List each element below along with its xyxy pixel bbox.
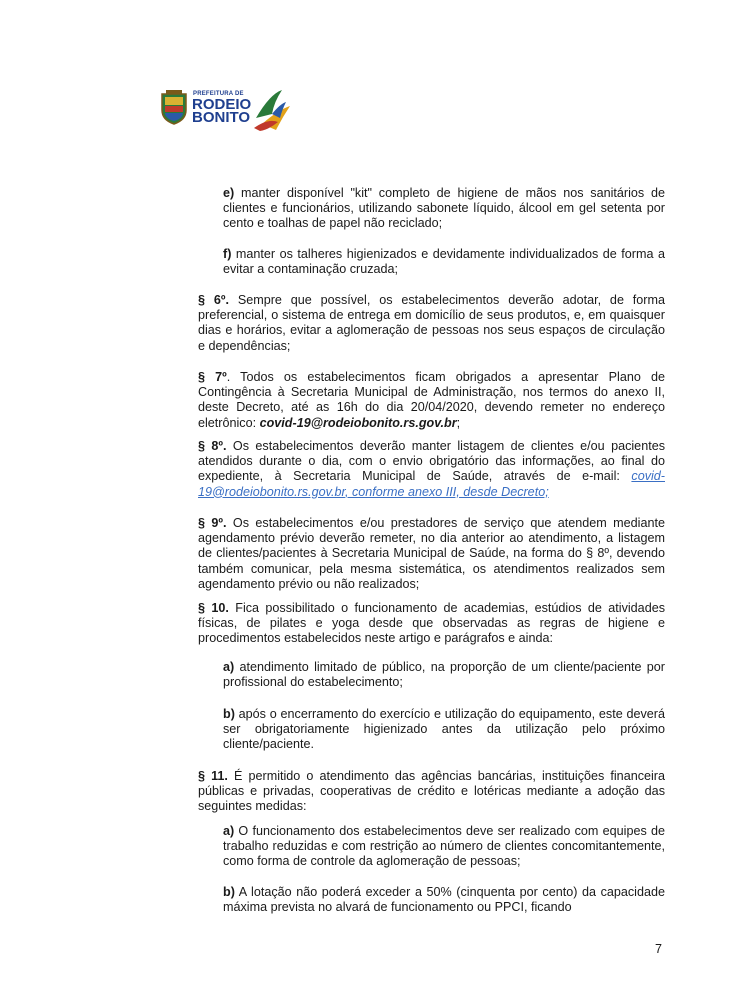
paragraph-s9: § 9º. Os estabelecimentos e/ou prestadores de serviço que atendem mediante agendamento prévio deverão remeter, no dia anterior ao atendimento, a listagem de clientes/pacientes à Secretaria Municipal de Saúde, na forma do § 8º, devendo também comunicar, pela mesma sistemática, os atendimentos realizados sem agendamento prévio ou não realizados; bbox=[198, 516, 665, 591]
logo-line-1: RODEIO bbox=[192, 96, 252, 113]
paragraph-s10: § 10. Fica possibilitado o funcionamento de academias, estúdios de atividades físicas, de pilates e yoga desde que observadas as regras de higiene e procedimentos estabelecidos neste artigo e parágrafos e ainda: bbox=[198, 601, 665, 646]
contingency-email: covid-19@rodeiobonito.rs.gov.br bbox=[259, 415, 457, 430]
paragraph-s11-a: a) O funcionamento dos estabelecimentos deve ser realizado com equipes de trabalho reduzidas e com restrição ao número de clientes concomitantemente, como forma de controle da aglomeração de pessoas; bbox=[223, 824, 665, 869]
paragraph-s10-a: a) atendimento limitado de público, na proporção de um cliente/paciente por profissional do estabelecimento; bbox=[223, 660, 665, 690]
paragraph-s11-b: b) A lotação não poderá exceder a 50% (cinquenta por cento) da capacidade máxima prevista no alvará de funcionamento ou PPCI, ficando bbox=[223, 885, 665, 915]
paragraph-s10-b: b) após o encerramento do exercício e utilização do equipamento, este deverá ser obrigatoriamente higienizado antes da utilização pelo próximo cliente/paciente. bbox=[223, 707, 665, 752]
municipality-logo bbox=[160, 88, 300, 136]
logo-swoosh-icon bbox=[252, 88, 292, 132]
paragraph-s11: § 11. É permitido o atendimento das agências bancárias, instituições financeira públicas e privadas, cooperativas de crédito e lotéricas mediante a adoção das seguintes medidas: bbox=[198, 769, 665, 814]
paragraph-s6: § 6º. Sempre que possível, os estabelecimentos deverão adotar, de forma preferencial, o sistema de entrega em domicílio de seus produtos, e, em quaisquer dias e horários, evitar a aglomeração de pessoas nos seus espaços de circulação e dependências; bbox=[198, 293, 665, 353]
paragraph-f: f) manter os talheres higienizados e devidamente individualizados de forma a evitar a contaminação cruzada; bbox=[223, 247, 665, 277]
paragraph-e: e) manter disponível "kit" completo de higiene de mãos nos sanitários de clientes e funcionários, utilizando sabonete líquido, álcool em gel setenta por cento e toalhas de papel não reciclado; bbox=[223, 186, 665, 231]
coat-of-arms-icon bbox=[160, 90, 188, 126]
health-email-link[interactable]: covid-19@rodeiobonito.rs.gov.br bbox=[198, 469, 665, 499]
logo-line-2: BONITO bbox=[192, 109, 251, 126]
logo-caption: PREFEITURA DE bbox=[193, 91, 244, 97]
page-number: 7 bbox=[655, 942, 663, 956]
paragraph-s8: § 8º. Os estabelecimentos deverão manter listagem de clientes e/ou pacientes atendidos durante o dia, com o envio obrigatório das informações, ao final do expediente, à Secretaria Municipal de Saúde, através de e-mail: covid-19@rodeiobonito.rs.gov.br, conforme anexo III, desde Decreto; bbox=[198, 439, 665, 499]
paragraph-s7: § 7º. Todos os estabelecimentos ficam obrigados a apresentar Plano de Contingência à Secretaria Municipal de Administração, nos termos do anexo II, deste Decreto, até as 16h do dia 20/04/2020, devendo remeter no endereço eletrônico: covid-19@rodeiobonito.rs.gov.br; bbox=[198, 370, 665, 430]
